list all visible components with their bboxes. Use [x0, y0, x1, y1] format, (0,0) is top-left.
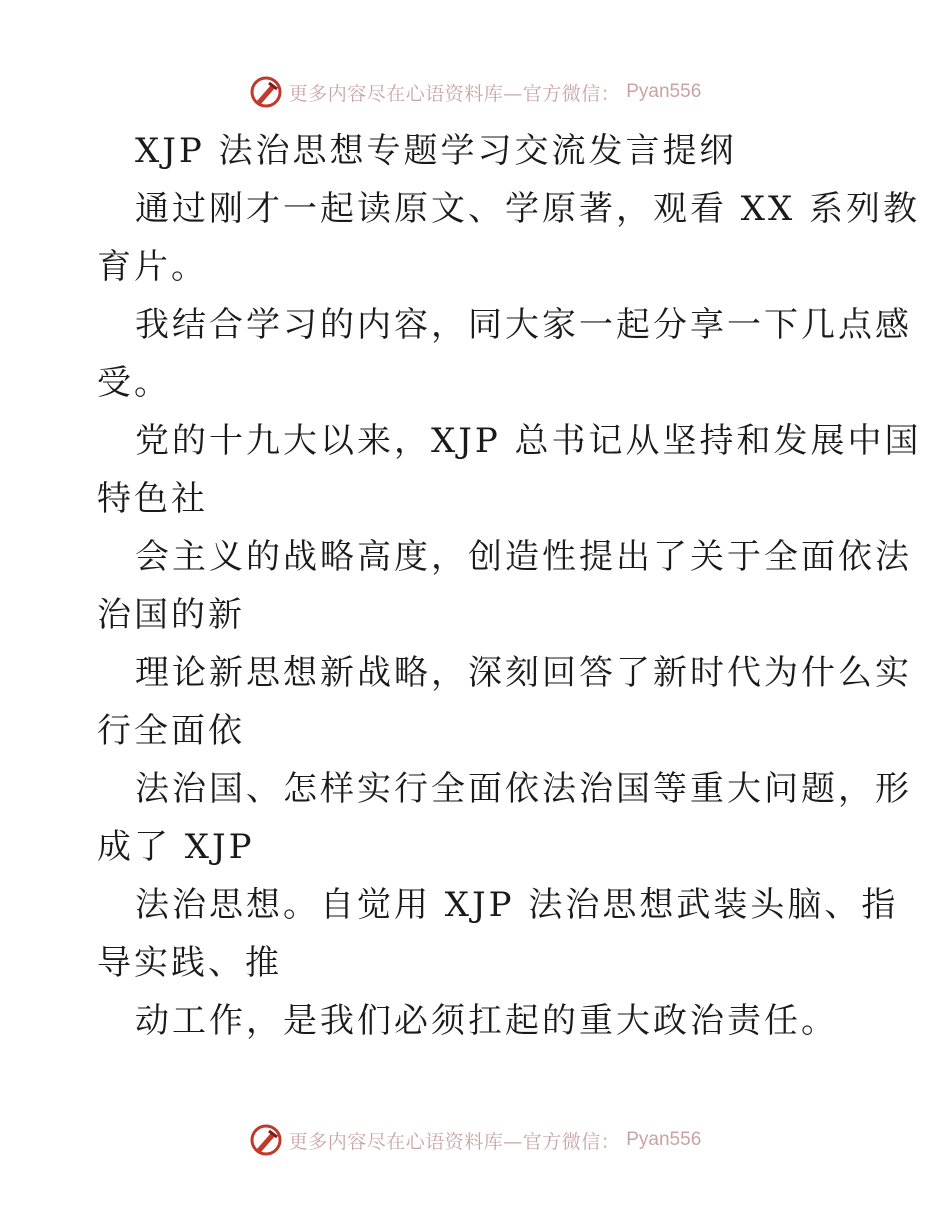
header-watermark: [0, 70, 950, 114]
text-line: 动工作，是我们必须扛起的重大政治责任。: [135, 1001, 838, 1041]
watermark-id: Pyan556: [626, 81, 702, 102]
text-line: 会主义的战略高度，创造性提出了关于全面依法: [135, 537, 912, 577]
document-body: [97, 122, 922, 1050]
text-line: 特色社: [97, 479, 208, 519]
text-line: 受。: [97, 363, 171, 403]
text-line: 法治思想。自觉用 XJP 法治思想武装头脑、指: [135, 885, 899, 925]
text-line: 理论新思想新战略，深刻回答了新时代为什么实: [135, 653, 912, 693]
text-line: 我结合学习的内容，同大家一起分享一下几点感: [135, 305, 912, 345]
text-line: 导实践、推: [97, 943, 282, 983]
watermark-id: Pyan556: [626, 1129, 702, 1150]
footer-watermark: [0, 1118, 950, 1162]
text-line: 行全面依: [97, 711, 245, 751]
watermark-text: 更多内容尽在心语资料库—官方微信：: [288, 82, 621, 105]
text-line: 党的十九大以来，XJP 总书记从坚持和发展中国: [135, 421, 922, 461]
text-line: 成了 XJP: [97, 827, 255, 867]
pen-logo-icon: [249, 75, 283, 109]
text-line: 育片。: [97, 247, 208, 287]
text-line: 治国的新: [97, 595, 245, 635]
text-line: 法治国、怎样实行全面依法治国等重大问题，形: [135, 769, 912, 809]
document-title: XJP 法治思想专题学习交流发言提纲: [135, 131, 737, 171]
text-line: 通过刚才一起读原文、学原著，观看 XX 系列教: [135, 189, 921, 229]
pen-logo-icon: [249, 1123, 283, 1157]
watermark-text: 更多内容尽在心语资料库—官方微信：: [288, 1130, 621, 1153]
